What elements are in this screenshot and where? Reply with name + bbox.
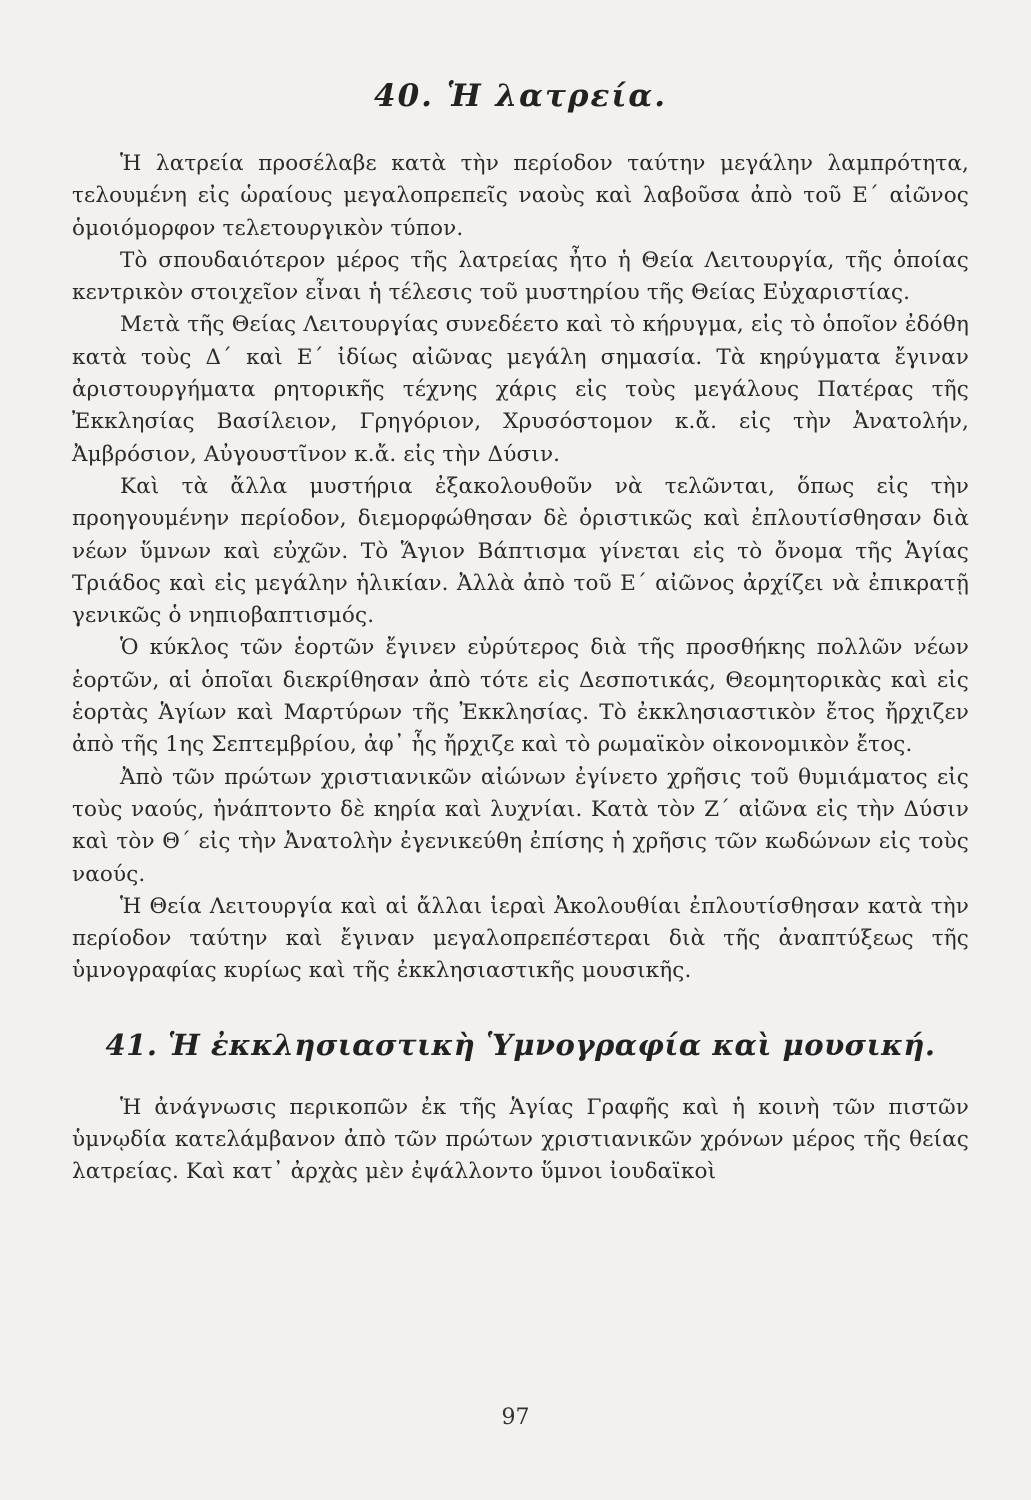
- paragraph: Μετὰ τῆς Θείας Λειτουργίας συνεδέετο καὶ τὸ κήρυγμα, εἰς τὸ ὁποῖον ἐδόθη κατὰ τοὺς Δ΄ καὶ Ε΄ ἰδίως αἰῶνας μεγάλη σημασία. Τὰ κηρύγματα ἔγιναν ἀριστουργήματα ρητορικῆς τέχνης χάρις εἰς τοὺς μεγάλους Πατέρας τῆς Ἐκκλησίας Βασίλειον, Γρηγόριον, Χρυσόστομον κ.ἄ. εἰς τὴν Ἀνατολήν, Ἀμβρόσιον, Αὐγουστῖνον κ.ἄ. εἰς τὴν Δύσιν.: [72, 312, 969, 467]
- section-41-heading: 41. Ἡ ἐκκλησιαστικὴ Ὑμνογραφία καὶ μουσική.: [105, 1027, 936, 1062]
- section-40-body: [72, 148, 969, 988]
- paragraph: Καὶ τὰ ἄλλα μυστήρια ἐξακολουθοῦν νὰ τελῶνται, ὅπως εἰς τὴν προηγουμένην περίοδον, διεμορφώθησαν δὲ ὁριστικῶς καὶ ἐπλουτίσθησαν διὰ νέων ὕμνων καὶ εὐχῶν. Τὸ Ἅγιον Βάπτισμα γίνεται εἰς τὸ ὄνομα τῆς Ἁγίας Τριάδος καὶ εἰς μεγάλην ἡλικίαν. Ἀλλὰ ἀπὸ τοῦ Ε΄ αἰῶνος ἀρχίζει νὰ ἐπικρατῇ γενικῶς ὁ νηπιοβαπτισμός.: [72, 473, 969, 629]
- paragraph: Ὁ κύκλος τῶν ἑορτῶν ἔγινεν εὐρύτερος διὰ τῆς προσθήκης πολλῶν νέων ἑορτῶν, αἱ ὁποῖαι διεκρίθησαν ἀπὸ τότε εἰς Δεσποτικάς, Θεομητορικὰς καὶ εἰς ἑορτὰς Ἁγίων καὶ Μαρτύρων τῆς Ἐκκλησίας. Τὸ ἐκκλησιαστικὸν ἔτος ἤρχιζεν ἀπὸ τῆς 1ης Σεπτεμβρίου, ἀφ᾽ ἧς ἤρχιζε καὶ τὸ ρωμαϊκὸν οἰκονομικὸν ἔτος.: [72, 635, 969, 758]
- paragraph: Ἡ λατρεία προσέλαβε κατὰ τὴν περίοδον ταύτην μεγάλην λαμπρότητα, τελουμένη εἰς ὡραίους μεγαλοπρεπεῖς ναοὺς καὶ λαβοῦσα ἀπὸ τοῦ Ε΄ αἰῶνος ὁμοιόμορφον τελετουργικὸν τύπον.: [72, 151, 969, 241]
- page-number: 97: [501, 1405, 530, 1430]
- section-40-heading: 40. Ἡ λατρεία.: [374, 78, 667, 114]
- paragraph: Τὸ σπουδαιότερον μέρος τῆς λατρείας ἦτο ἡ Θεία Λειτουργία, τῆς ὁποίας κεντρικὸν στοιχεῖον εἶναι ἡ τέλεσις τοῦ μυστηρίου τῆς Θείας Εὐχαριστίας.: [72, 247, 969, 306]
- paragraph: Ἡ ἀνάγνωσις περικοπῶν ἐκ τῆς Ἁγίας Γραφῆς καὶ ἡ κοινὴ τῶν πιστῶν ὑμνῳδία κατελάμβανον ἀπὸ τῶν πρώτων χριστιανικῶν χρόνων μέρος τῆς θείας λατρείας. Καὶ κατ᾽ ἀρχὰς μὲν ἐψάλλοντο ὕμνοι ἰουδαϊκοὶ: [72, 1094, 969, 1185]
- paragraph: Ἀπὸ τῶν πρώτων χριστιανικῶν αἰώνων ἐγίνετο χρῆσις τοῦ θυμιάματος εἰς τοὺς ναούς, ἠνάπτοντο δὲ κηρία καὶ λυχνίαι. Κατὰ τὸν Ζ΄ αἰῶνα εἰς τὴν Δύσιν καὶ τὸν Θ΄ εἰς τὴν Ἀνατολὴν ἐγενικεύθη ἐπίσης ἡ χρῆσις τῶν κωδώνων εἰς τοὺς ναούς.: [72, 764, 969, 887]
- section-41-body: [72, 1092, 969, 1189]
- paragraph: Ἡ Θεία Λειτουργία καὶ αἱ ἄλλαι ἱεραὶ Ἀκολουθίαι ἐπλουτίσθησαν κατὰ τὴν περίοδον ταύτην καὶ ἔγιναν μεγαλοπρεπέστεραι διὰ τῆς ἀναπτύξεως τῆς ὑμνογραφίας κυρίως καὶ τῆς ἐκκλησιαστικῆς μουσικῆς.: [72, 893, 969, 984]
